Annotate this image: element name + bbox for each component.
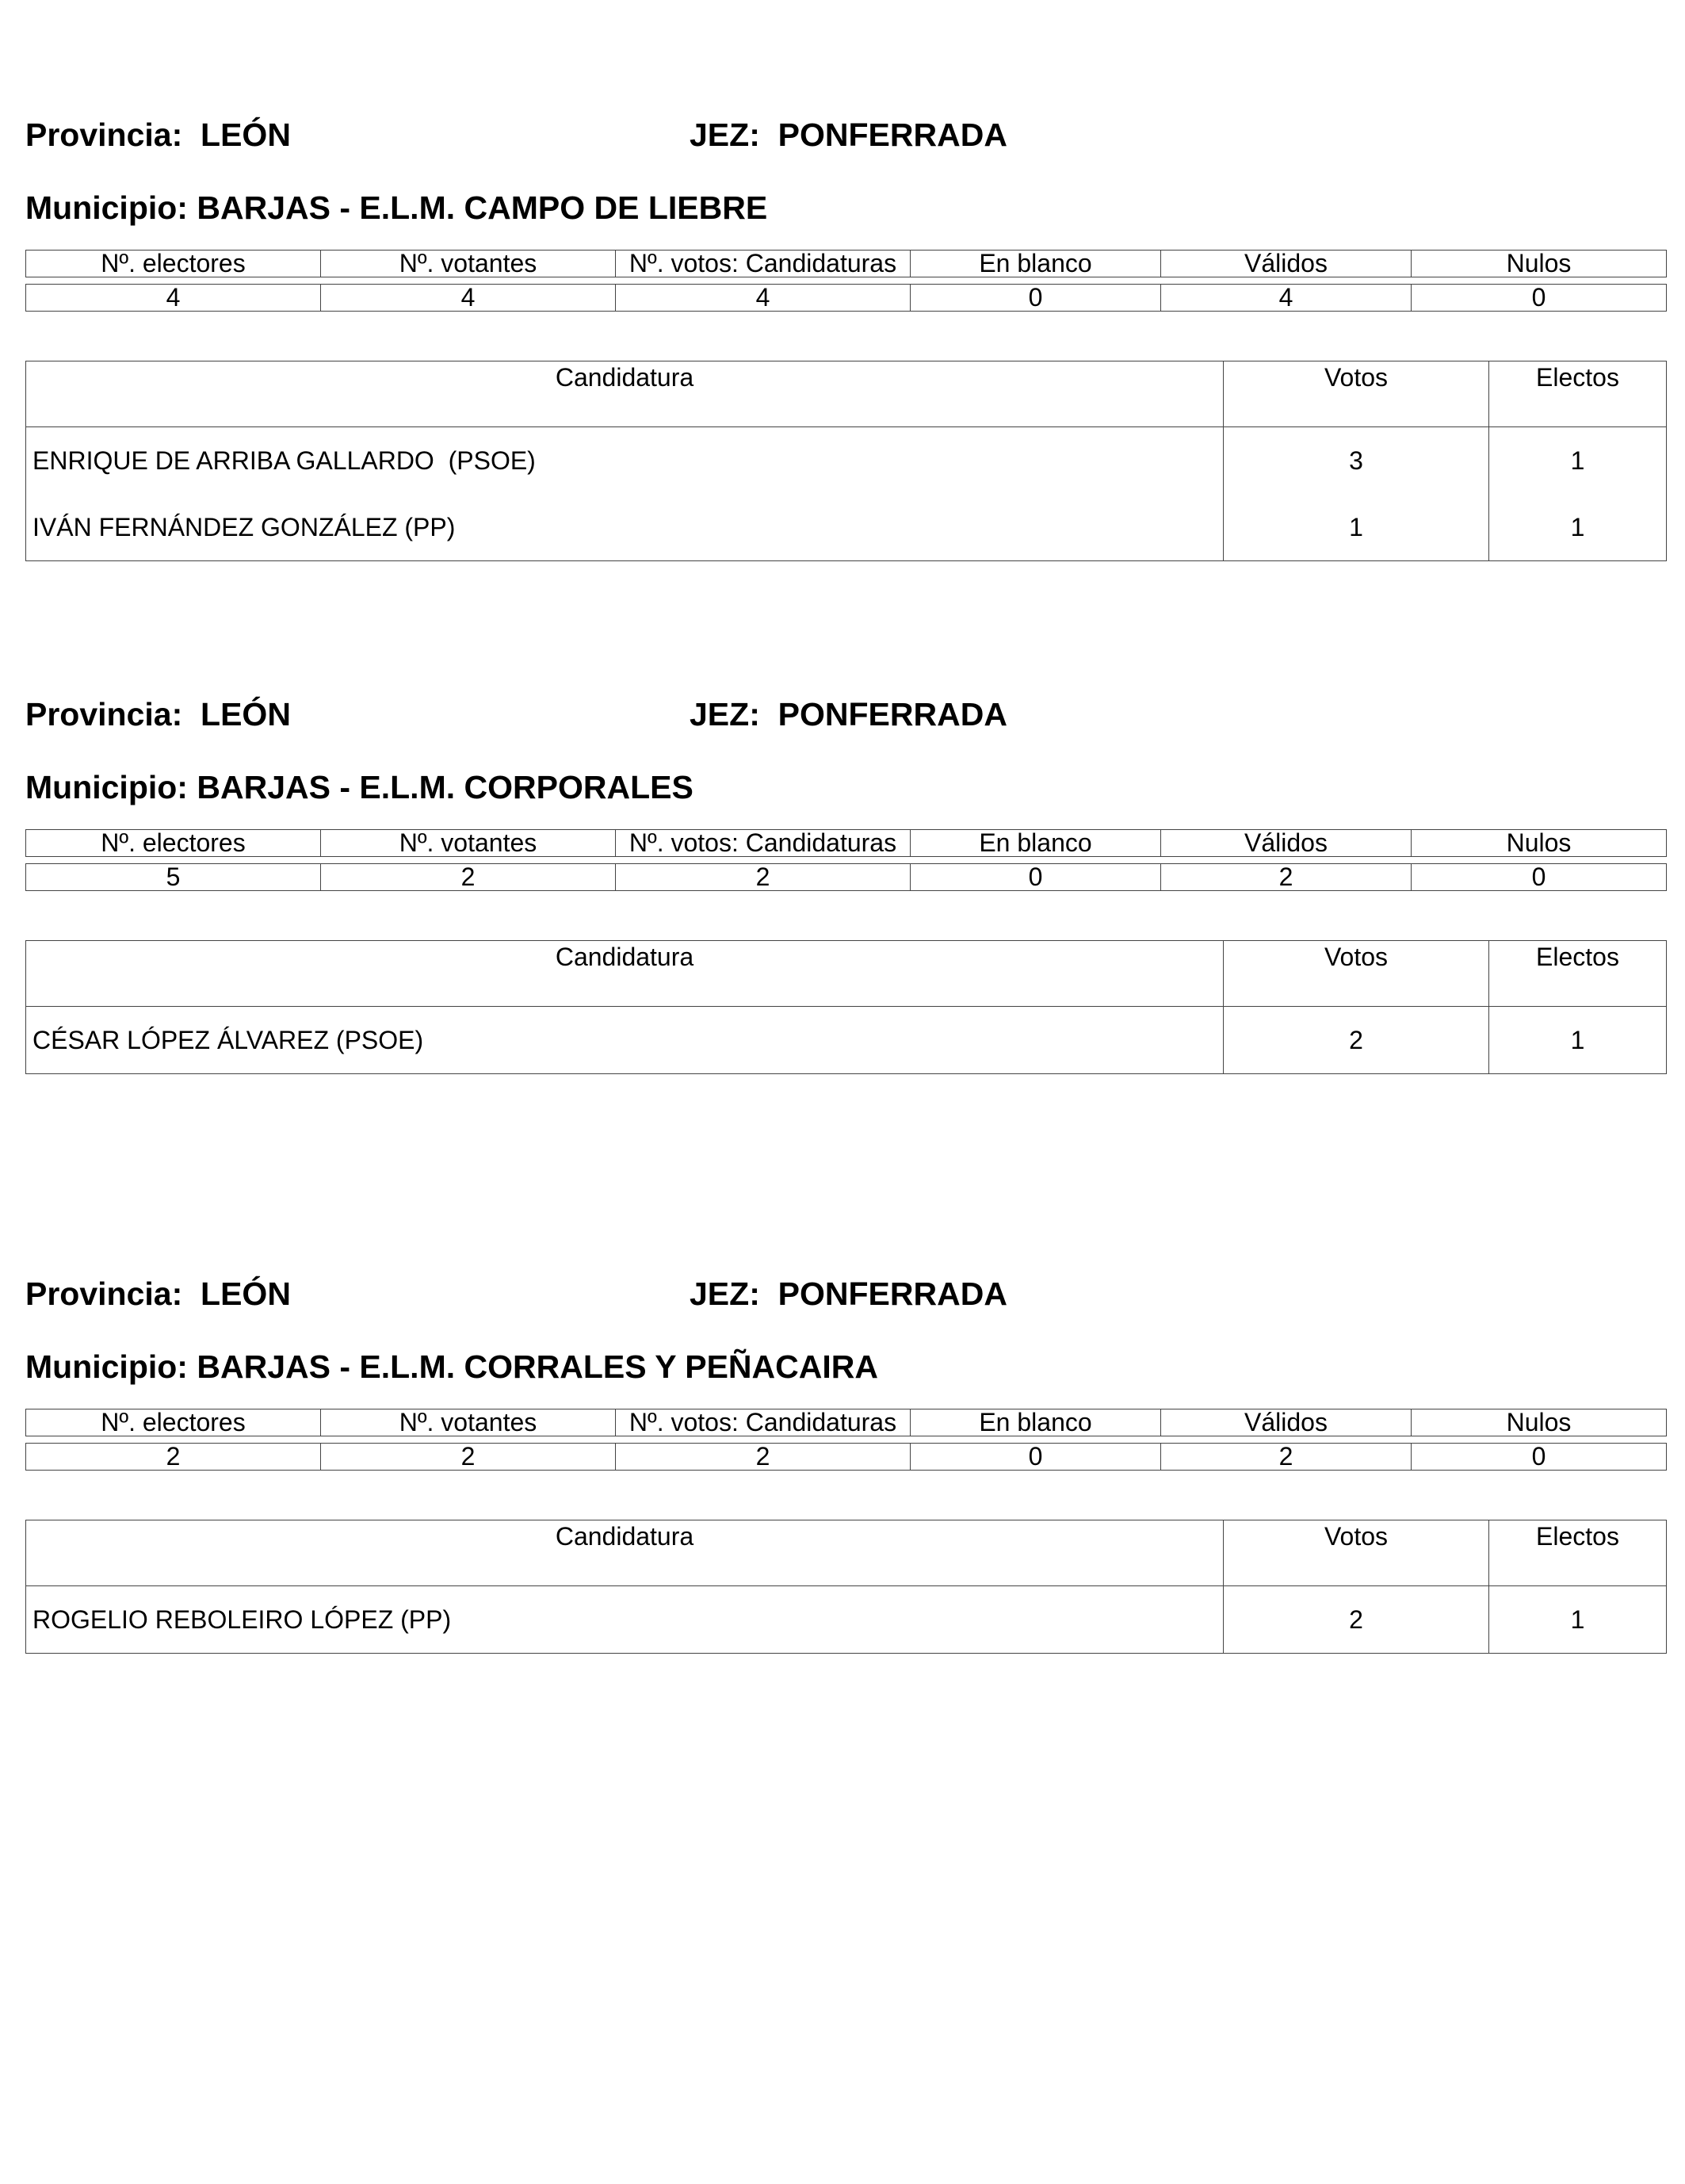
header-line — [25, 115, 1666, 155]
stats-header-validos: Válidos — [1161, 1409, 1412, 1436]
jez-heading: JEZ: PONFERRADA — [690, 117, 1007, 153]
header-votos: Votos — [1224, 941, 1489, 1007]
stats-header-en-blanco: En blanco — [911, 251, 1161, 277]
stats-value-votantes: 4 — [321, 285, 616, 312]
stats-header-votos-candidaturas: Nº. votos: Candidaturas — [616, 1409, 911, 1436]
stats-header-electores: Nº. electores — [26, 830, 321, 857]
stats-value-en-blanco: 0 — [911, 285, 1161, 312]
header-votos: Votos — [1224, 361, 1489, 427]
stats-table — [25, 250, 1667, 312]
provincia-heading: Provincia: LEÓN — [25, 696, 291, 732]
stats-header-electores: Nº. electores — [26, 1409, 321, 1436]
stats-header-votantes: Nº. votantes — [321, 830, 616, 857]
stats-value-nulos: 0 — [1412, 864, 1667, 891]
stats-header-votos-candidaturas: Nº. votos: Candidaturas — [616, 251, 911, 277]
municipio-heading: Municipio: BARJAS - E.L.M. CORPORALES — [25, 769, 693, 805]
header-votos: Votos — [1224, 1520, 1489, 1586]
municipio-heading: Municipio: BARJAS - E.L.M. CORRALES Y PEÑACAIRA — [25, 1348, 878, 1385]
stats-value-electores: 5 — [26, 864, 321, 891]
stats-header-row — [26, 1409, 1667, 1436]
header-candidatura: Candidatura — [26, 941, 1224, 1007]
candidate-votos: 2 — [1224, 1007, 1489, 1074]
stats-value-row — [26, 864, 1667, 891]
municipio-heading: Municipio: BARJAS - E.L.M. CAMPO DE LIEBRE — [25, 189, 768, 226]
candidate-row — [26, 427, 1667, 495]
stats-value-nulos: 0 — [1412, 1444, 1667, 1471]
candidate-electos: 1 — [1489, 494, 1667, 561]
stats-header-nulos: Nulos — [1412, 1409, 1667, 1436]
candidate-row — [26, 1586, 1667, 1654]
stats-value-votos-candidaturas: 2 — [616, 864, 911, 891]
candidates-header-row — [26, 361, 1667, 427]
candidate-row — [26, 1007, 1667, 1074]
stats-value-row — [26, 285, 1667, 312]
header-line — [25, 1274, 1666, 1314]
candidate-name: IVÁN FERNÁNDEZ GONZÁLEZ (PP) — [26, 494, 1224, 561]
stats-header-row — [26, 251, 1667, 277]
candidate-electos: 1 — [1489, 1007, 1667, 1074]
stats-value-electores: 4 — [26, 285, 321, 312]
stats-value-validos: 2 — [1161, 864, 1412, 891]
candidate-name: ENRIQUE DE ARRIBA GALLARDO (PSOE) — [26, 427, 1224, 495]
candidates-table — [25, 361, 1667, 561]
jez-heading: JEZ: PONFERRADA — [690, 1276, 1007, 1312]
candidate-votos: 3 — [1224, 427, 1489, 495]
header-candidatura: Candidatura — [26, 1520, 1224, 1586]
stats-value-validos: 2 — [1161, 1444, 1412, 1471]
candidates-header-row — [26, 941, 1667, 1007]
stats-value-en-blanco: 0 — [911, 1444, 1161, 1471]
stats-value-votos-candidaturas: 2 — [616, 1444, 911, 1471]
stats-header-votantes: Nº. votantes — [321, 1409, 616, 1436]
stats-header-nulos: Nulos — [1412, 830, 1667, 857]
stats-value-votos-candidaturas: 4 — [616, 285, 911, 312]
header-electos: Electos — [1489, 361, 1667, 427]
stats-header-votantes: Nº. votantes — [321, 251, 616, 277]
stats-table — [25, 829, 1667, 891]
stats-value-votantes: 2 — [321, 1444, 616, 1471]
candidate-votos: 1 — [1224, 494, 1489, 561]
provincia-heading: Provincia: LEÓN — [25, 1276, 291, 1312]
stats-value-row — [26, 1444, 1667, 1471]
header-electos: Electos — [1489, 1520, 1667, 1586]
stats-value-en-blanco: 0 — [911, 864, 1161, 891]
stats-header-electores: Nº. electores — [26, 251, 321, 277]
header-electos: Electos — [1489, 941, 1667, 1007]
stats-value-validos: 4 — [1161, 285, 1412, 312]
stats-header-row — [26, 830, 1667, 857]
stats-header-en-blanco: En blanco — [911, 1409, 1161, 1436]
candidate-name: CÉSAR LÓPEZ ÁLVAREZ (PSOE) — [26, 1007, 1224, 1074]
candidate-electos: 1 — [1489, 1586, 1667, 1654]
stats-value-electores: 2 — [26, 1444, 321, 1471]
header-line — [25, 694, 1666, 734]
jez-heading: JEZ: PONFERRADA — [690, 696, 1007, 732]
candidates-table — [25, 1520, 1667, 1654]
candidate-row — [26, 494, 1667, 561]
stats-value-votantes: 2 — [321, 864, 616, 891]
stats-header-nulos: Nulos — [1412, 251, 1667, 277]
candidates-table — [25, 940, 1667, 1074]
candidate-name: ROGELIO REBOLEIRO LÓPEZ (PP) — [26, 1586, 1224, 1654]
provincia-heading: Provincia: LEÓN — [25, 117, 291, 153]
section-corrales-y-penacaira — [25, 1274, 1666, 1634]
section-campo-de-liebre — [25, 115, 1666, 541]
candidate-electos: 1 — [1489, 427, 1667, 495]
stats-value-nulos: 0 — [1412, 285, 1667, 312]
stats-header-validos: Válidos — [1161, 830, 1412, 857]
stats-header-votos-candidaturas: Nº. votos: Candidaturas — [616, 830, 911, 857]
section-corporales — [25, 694, 1666, 1054]
header-candidatura: Candidatura — [26, 361, 1224, 427]
candidate-votos: 2 — [1224, 1586, 1489, 1654]
stats-header-en-blanco: En blanco — [911, 830, 1161, 857]
candidates-header-row — [26, 1520, 1667, 1586]
stats-header-validos: Válidos — [1161, 251, 1412, 277]
stats-table — [25, 1409, 1667, 1471]
